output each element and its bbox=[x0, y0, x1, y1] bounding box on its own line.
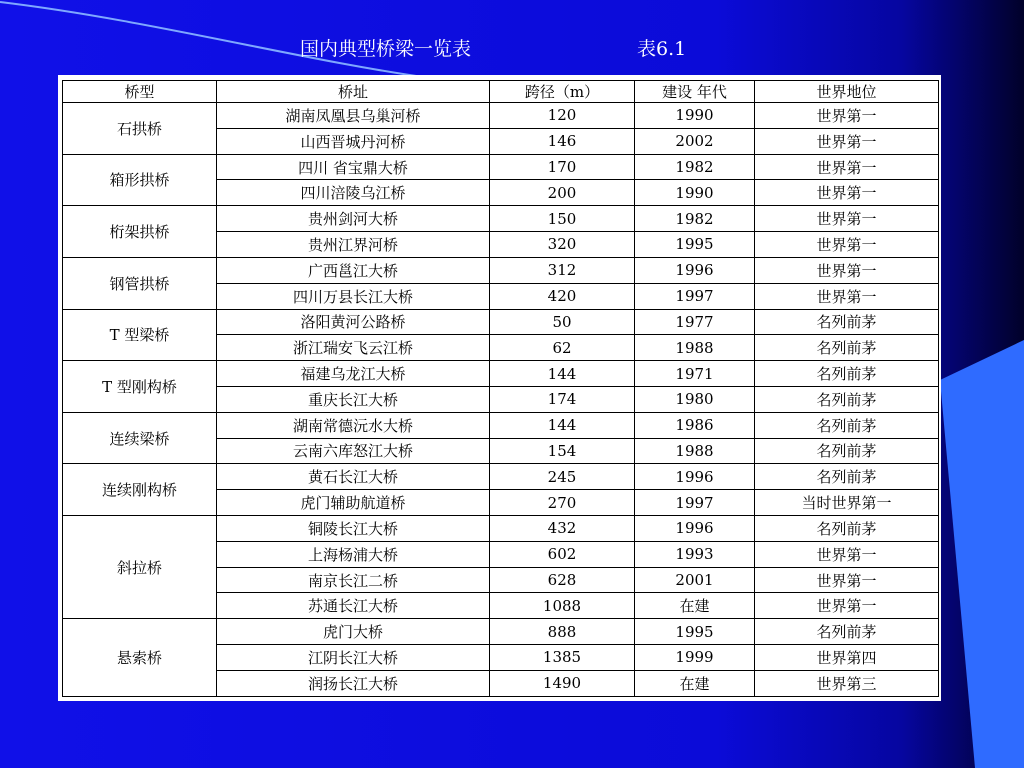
world-rank-cell: 世界第三 bbox=[755, 670, 939, 696]
world-rank-cell: 名列前茅 bbox=[755, 386, 939, 412]
location-cell: 贵州江界河桥 bbox=[217, 232, 490, 258]
location-cell: 四川万县长江大桥 bbox=[217, 283, 490, 309]
table-header-row bbox=[63, 81, 939, 103]
span-cell: 888 bbox=[490, 619, 635, 645]
span-cell: 144 bbox=[490, 412, 635, 438]
location-cell: 江阴长江大桥 bbox=[217, 645, 490, 671]
year-cell: 1999 bbox=[635, 645, 755, 671]
table-row bbox=[63, 103, 939, 129]
table-row bbox=[63, 464, 939, 490]
span-cell: 50 bbox=[490, 309, 635, 335]
location-cell: 重庆长江大桥 bbox=[217, 386, 490, 412]
bridge-type-cell: T 型刚构桥 bbox=[63, 361, 217, 413]
year-cell: 1986 bbox=[635, 412, 755, 438]
span-cell: 1088 bbox=[490, 593, 635, 619]
location-cell: 虎门大桥 bbox=[217, 619, 490, 645]
world-rank-cell: 世界第一 bbox=[755, 541, 939, 567]
world-rank-cell: 世界第四 bbox=[755, 645, 939, 671]
world-rank-cell: 世界第一 bbox=[755, 206, 939, 232]
year-cell: 在建 bbox=[635, 593, 755, 619]
world-rank-cell: 世界第一 bbox=[755, 593, 939, 619]
header-bridge-type: 桥型 bbox=[63, 81, 217, 103]
world-rank-cell: 名列前茅 bbox=[755, 309, 939, 335]
year-cell: 1996 bbox=[635, 257, 755, 283]
year-cell: 2002 bbox=[635, 128, 755, 154]
table-row bbox=[63, 619, 939, 645]
span-cell: 245 bbox=[490, 464, 635, 490]
year-cell: 1988 bbox=[635, 438, 755, 464]
slide-title: 国内典型桥梁一览表 bbox=[300, 38, 472, 60]
location-cell: 山西晋城丹河桥 bbox=[217, 128, 490, 154]
year-cell: 1995 bbox=[635, 232, 755, 258]
world-rank-cell: 世界第一 bbox=[755, 232, 939, 258]
year-cell: 1990 bbox=[635, 103, 755, 129]
location-cell: 上海杨浦大桥 bbox=[217, 541, 490, 567]
location-cell: 铜陵长江大桥 bbox=[217, 516, 490, 542]
bridge-type-cell: 石拱桥 bbox=[63, 103, 217, 155]
location-cell: 贵州剑河大桥 bbox=[217, 206, 490, 232]
world-rank-cell: 世界第一 bbox=[755, 257, 939, 283]
span-cell: 1385 bbox=[490, 645, 635, 671]
span-cell: 312 bbox=[490, 257, 635, 283]
span-cell: 146 bbox=[490, 128, 635, 154]
world-rank-cell: 名列前茅 bbox=[755, 516, 939, 542]
table-row bbox=[63, 309, 939, 335]
location-cell: 黄石长江大桥 bbox=[217, 464, 490, 490]
year-cell: 1988 bbox=[635, 335, 755, 361]
span-cell: 420 bbox=[490, 283, 635, 309]
year-cell: 1997 bbox=[635, 283, 755, 309]
bridge-type-cell: T 型梁桥 bbox=[63, 309, 217, 361]
table-body bbox=[63, 103, 939, 697]
year-cell: 1990 bbox=[635, 180, 755, 206]
span-cell: 154 bbox=[490, 438, 635, 464]
location-cell: 云南六库怒江大桥 bbox=[217, 438, 490, 464]
table-number: 表6.1 bbox=[637, 38, 687, 60]
header-location: 桥址 bbox=[217, 81, 490, 103]
location-cell: 湖南凤凰县乌巢河桥 bbox=[217, 103, 490, 129]
location-cell: 南京长江二桥 bbox=[217, 567, 490, 593]
span-cell: 1490 bbox=[490, 670, 635, 696]
location-cell: 虎门辅助航道桥 bbox=[217, 490, 490, 516]
location-cell: 湖南常德沅水大桥 bbox=[217, 412, 490, 438]
year-cell: 1971 bbox=[635, 361, 755, 387]
world-rank-cell: 世界第一 bbox=[755, 180, 939, 206]
year-cell: 1997 bbox=[635, 490, 755, 516]
location-cell: 浙江瑞安飞云江桥 bbox=[217, 335, 490, 361]
bridge-table bbox=[62, 80, 939, 697]
world-rank-cell: 世界第一 bbox=[755, 128, 939, 154]
world-rank-cell: 世界第一 bbox=[755, 567, 939, 593]
location-cell: 福建乌龙江大桥 bbox=[217, 361, 490, 387]
span-cell: 628 bbox=[490, 567, 635, 593]
table-row bbox=[63, 361, 939, 387]
world-rank-cell: 世界第一 bbox=[755, 283, 939, 309]
year-cell: 1996 bbox=[635, 464, 755, 490]
location-cell: 四川 省宝鼎大桥 bbox=[217, 154, 490, 180]
bridge-type-cell: 连续刚构桥 bbox=[63, 464, 217, 516]
world-rank-cell: 名列前茅 bbox=[755, 464, 939, 490]
span-cell: 120 bbox=[490, 103, 635, 129]
bridge-type-cell: 斜拉桥 bbox=[63, 516, 217, 619]
bridge-type-cell: 钢管拱桥 bbox=[63, 257, 217, 309]
world-rank-cell: 世界第一 bbox=[755, 103, 939, 129]
bridge-type-cell: 连续梁桥 bbox=[63, 412, 217, 464]
span-cell: 320 bbox=[490, 232, 635, 258]
world-rank-cell: 名列前茅 bbox=[755, 335, 939, 361]
world-rank-cell: 当时世界第一 bbox=[755, 490, 939, 516]
header-year: 建设 年代 bbox=[635, 81, 755, 103]
span-cell: 170 bbox=[490, 154, 635, 180]
span-cell: 432 bbox=[490, 516, 635, 542]
year-cell: 2001 bbox=[635, 567, 755, 593]
world-rank-cell: 名列前茅 bbox=[755, 619, 939, 645]
year-cell: 1982 bbox=[635, 154, 755, 180]
span-cell: 174 bbox=[490, 386, 635, 412]
header-world-rank: 世界地位 bbox=[755, 81, 939, 103]
year-cell: 1993 bbox=[635, 541, 755, 567]
bridge-type-cell: 桁架拱桥 bbox=[63, 206, 217, 258]
bridge-table-container bbox=[58, 75, 941, 701]
span-cell: 200 bbox=[490, 180, 635, 206]
span-cell: 602 bbox=[490, 541, 635, 567]
header-span: 跨径（m） bbox=[490, 81, 635, 103]
year-cell: 1982 bbox=[635, 206, 755, 232]
world-rank-cell: 名列前茅 bbox=[755, 361, 939, 387]
span-cell: 144 bbox=[490, 361, 635, 387]
table-row bbox=[63, 516, 939, 542]
world-rank-cell: 世界第一 bbox=[755, 154, 939, 180]
location-cell: 苏通长江大桥 bbox=[217, 593, 490, 619]
table-row bbox=[63, 412, 939, 438]
world-rank-cell: 名列前茅 bbox=[755, 412, 939, 438]
year-cell: 1996 bbox=[635, 516, 755, 542]
year-cell: 1980 bbox=[635, 386, 755, 412]
bridge-type-cell: 箱形拱桥 bbox=[63, 154, 217, 206]
year-cell: 在建 bbox=[635, 670, 755, 696]
year-cell: 1977 bbox=[635, 309, 755, 335]
world-rank-cell: 名列前茅 bbox=[755, 438, 939, 464]
table-row bbox=[63, 154, 939, 180]
table-row bbox=[63, 206, 939, 232]
location-cell: 润扬长江大桥 bbox=[217, 670, 490, 696]
span-cell: 150 bbox=[490, 206, 635, 232]
span-cell: 270 bbox=[490, 490, 635, 516]
location-cell: 洛阳黄河公路桥 bbox=[217, 309, 490, 335]
span-cell: 62 bbox=[490, 335, 635, 361]
bridge-type-cell: 悬索桥 bbox=[63, 619, 217, 697]
table-row bbox=[63, 257, 939, 283]
location-cell: 四川涪陵乌江桥 bbox=[217, 180, 490, 206]
location-cell: 广西邕江大桥 bbox=[217, 257, 490, 283]
year-cell: 1995 bbox=[635, 619, 755, 645]
